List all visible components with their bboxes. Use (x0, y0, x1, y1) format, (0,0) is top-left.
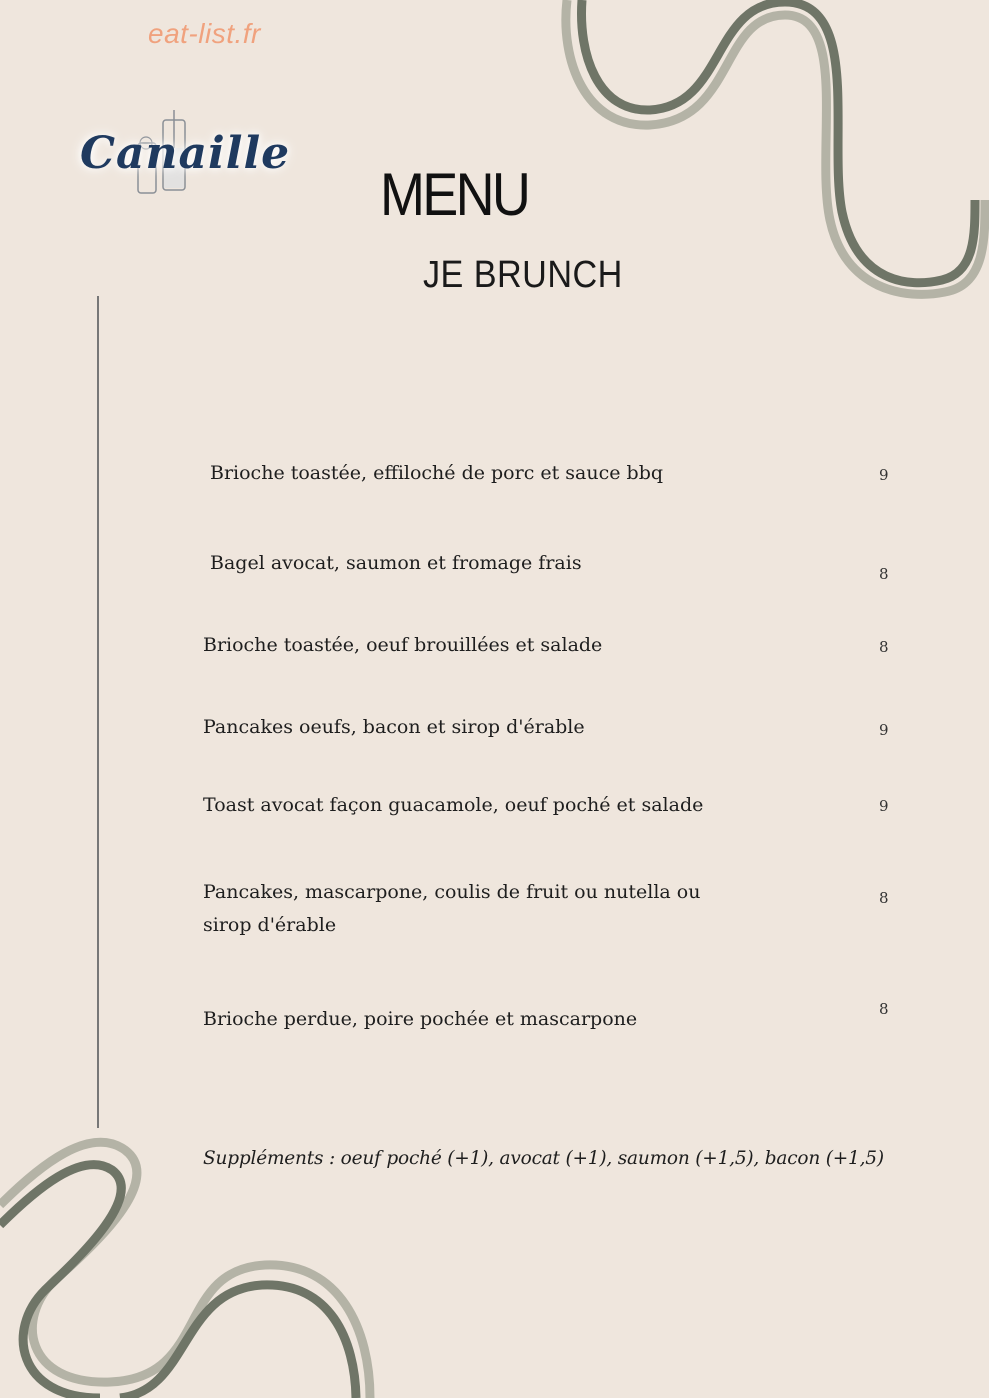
menu-item-name: Brioche toastée, oeuf brouillées et salade (203, 634, 603, 656)
page-title: MENU (380, 161, 529, 228)
menu-item-price: 9 (879, 466, 889, 484)
menu-item-price: 8 (879, 638, 889, 656)
supplements-note: Suppléments : oeuf poché (+1), avocat (+1), saumon (+1,5), bacon (+1,5) (203, 1148, 884, 1169)
menu-item-price: 8 (879, 1000, 889, 1018)
menu-item-price: 8 (879, 889, 889, 907)
menu-item-price: 9 (879, 797, 889, 815)
watermark-text: eat-list.fr (148, 18, 261, 49)
menu-item-name: Bagel avocat, saumon et fromage frais (210, 552, 582, 574)
section-subtitle: JE BRUNCH (423, 254, 623, 296)
menu-item-name: Toast avocat façon guacamole, oeuf poché et salade (203, 794, 704, 816)
menu-item-price: 8 (879, 565, 889, 583)
menu-item-name: Pancakes oeufs, bacon et sirop d'érable (203, 716, 585, 738)
menu-item-name: Pancakes, mascarpone, coulis de fruit ou nutella ou sirop d'érable (203, 881, 701, 936)
logo: Canaille (80, 128, 291, 179)
vertical-divider (97, 296, 99, 1128)
menu-item-name: Brioche toastée, effiloché de porc et sauce bbq (210, 462, 664, 484)
menu-item-price: 9 (879, 721, 889, 739)
menu-item-name: Brioche perdue, poire pochée et mascarpone (203, 1008, 638, 1030)
